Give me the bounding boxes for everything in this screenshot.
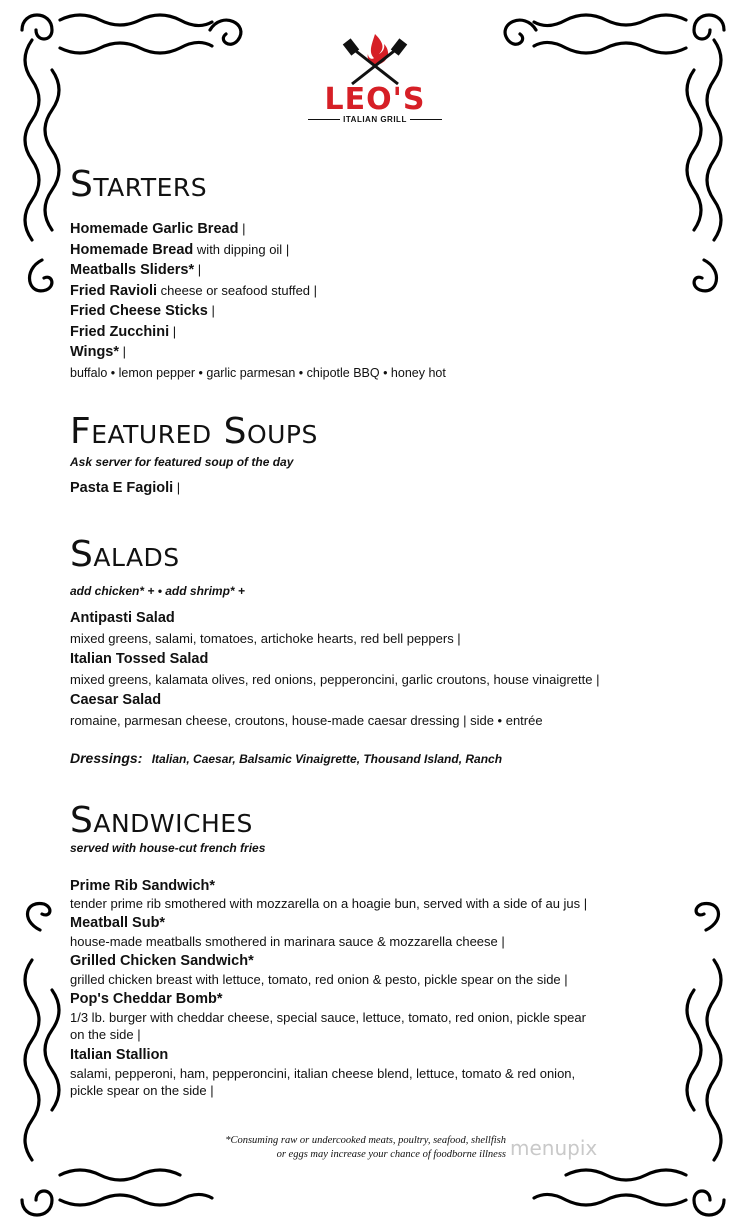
item-name: Fried Cheese Sticks [70, 303, 208, 319]
list-item [70, 220, 245, 238]
food-safety-disclaimer [206, 1134, 506, 1162]
item-desc: cheese or seafood stuffed [160, 283, 311, 298]
disclaimer-line: or eggs may increase your chance of foodborne illness [276, 1149, 506, 1160]
list-item [70, 261, 201, 279]
dressings-label: Dressings: [70, 750, 143, 766]
list-item [70, 343, 126, 361]
list-item [70, 877, 215, 895]
item-desc: 1/3 lb. burger with cheddar cheese, special sauce, lettuce, tomato, red onion, pickle spear [70, 1010, 586, 1025]
restaurant-logo [300, 30, 450, 130]
starters-title: Starters [70, 164, 208, 205]
watermark: menupix [510, 1136, 598, 1160]
item-price: | [211, 303, 215, 318]
item-price: | [197, 262, 202, 277]
list-item [70, 323, 176, 341]
sandwiches-title: Sandwiches [70, 800, 253, 841]
soups-title: Featured Soups [70, 411, 318, 452]
item-desc: tender prime rib smothered with mozzarella on a hoagie bun, served with a side of au jus | [70, 896, 588, 911]
list-item [70, 241, 289, 259]
item-name: Pop's Cheddar Bomb* [70, 991, 223, 1007]
item-name: Italian Stallion [70, 1047, 169, 1063]
wing-flavors: buffalo • lemon pepper • garlic parmesan • chipotle BBQ • honey hot [70, 366, 446, 380]
item-name: Italian Tossed Salad [70, 651, 209, 667]
logo-subtitle: ITALIAN GRILL [343, 115, 407, 124]
list-item [70, 1046, 168, 1064]
list-item [70, 914, 165, 932]
list-item [70, 650, 208, 668]
item-name: Prime Rib Sandwich* [70, 878, 216, 894]
list-item [70, 691, 161, 709]
item-name: Antipasti Salad [70, 610, 175, 626]
list-item [70, 479, 180, 497]
flame-utensils-icon [300, 30, 450, 86]
item-name: Pasta E Fagioli [70, 480, 174, 496]
dressings-line [70, 750, 502, 766]
item-price: | [122, 344, 127, 359]
item-name: Wings* [70, 344, 120, 360]
salads-title: Salads [70, 534, 180, 575]
salads-note: add chicken* + • add shrimp* + [70, 584, 245, 598]
dressings-list: Italian, Caesar, Balsamic Vinaigrette, Thousand Island, Ranch [151, 752, 503, 766]
item-desc: mixed greens, salami, tomatoes, artichoke hearts, red bell peppers | [70, 631, 461, 646]
logo-name: LEO'S [324, 82, 426, 117]
item-price: | [172, 324, 177, 339]
soups-note: Ask server for featured soup of the day [70, 455, 294, 469]
item-price: | [176, 480, 181, 495]
list-item [70, 609, 175, 627]
item-desc: mixed greens, kalamata olives, red onions, pepperoncini, garlic croutons, house vinaigrette | [70, 672, 600, 687]
item-desc: pickle spear on the side | [70, 1083, 214, 1098]
item-name: Caesar Salad [70, 692, 162, 708]
item-name: Meatballs Sliders* [70, 262, 195, 278]
item-name: Grilled Chicken Sandwich* [70, 953, 254, 969]
item-price: | [242, 221, 246, 236]
item-desc: romaine, parmesan cheese, croutons, house-made caesar dressing | side • entrée [70, 713, 543, 728]
item-price: | [285, 242, 290, 257]
list-item [70, 302, 215, 320]
item-desc: with dipping oil [196, 242, 283, 257]
item-name: Fried Ravioli [70, 283, 158, 299]
disclaimer-line: *Consuming raw or undercooked meats, poultry, seafood, shellfish [225, 1135, 506, 1146]
list-item [70, 990, 223, 1008]
item-desc: grilled chicken breast with lettuce, tomato, red onion & pesto, pickle spear on the side | [70, 972, 568, 987]
item-desc: salami, pepperoni, ham, pepperoncini, italian cheese blend, lettuce, tomato & red onion, [70, 1066, 576, 1081]
item-name: Homemade Garlic Bread [70, 221, 239, 237]
item-desc: house-made meatballs smothered in marinara sauce & mozzarella cheese | [70, 934, 505, 949]
item-name: Meatball Sub* [70, 915, 166, 931]
list-item [70, 952, 254, 970]
item-desc: on the side | [70, 1027, 141, 1042]
sandwiches-note: served with house-cut french fries [70, 841, 266, 855]
item-name: Fried Zucchini [70, 324, 170, 340]
item-name: Homemade Bread [70, 242, 194, 258]
item-price: | [313, 283, 318, 298]
list-item [70, 282, 317, 300]
